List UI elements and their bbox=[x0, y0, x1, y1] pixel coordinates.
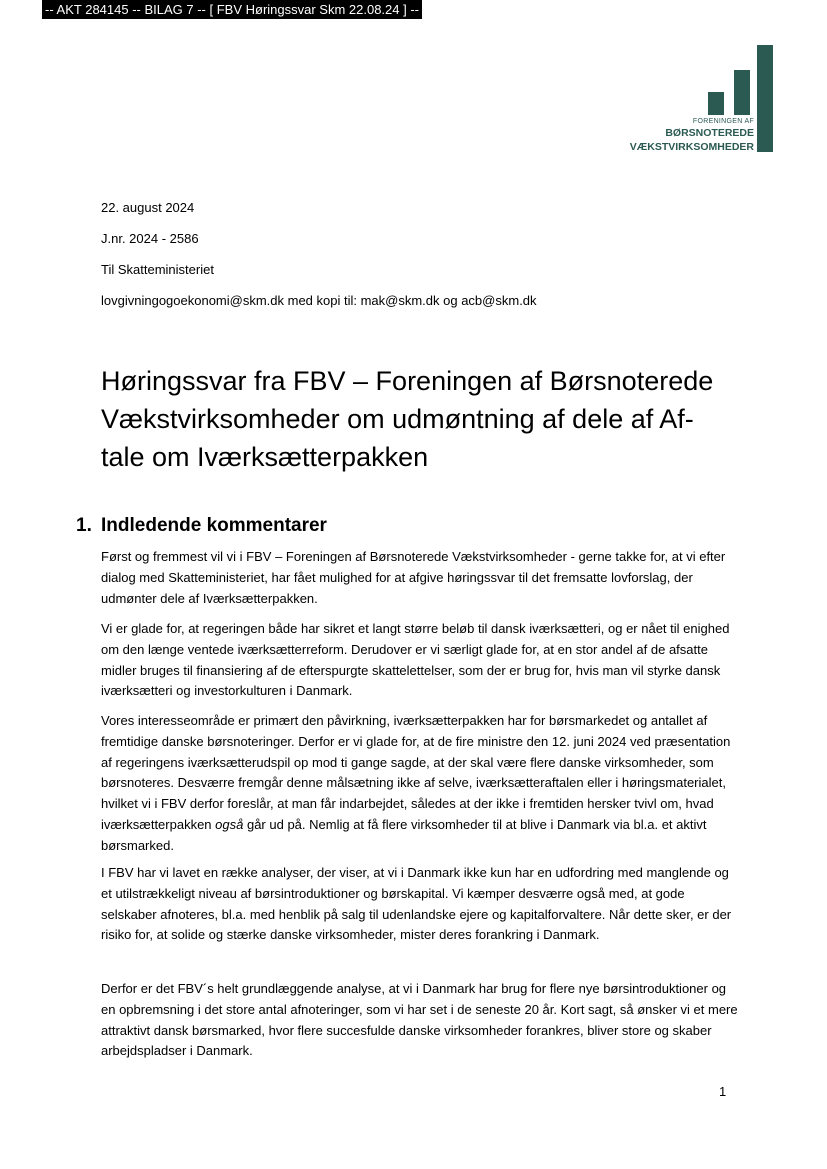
logo-bar-small bbox=[708, 92, 724, 115]
title-line-3: tale om Iværksætterpakken bbox=[101, 442, 429, 472]
letter-date: 22. august 2024 bbox=[101, 200, 195, 215]
paragraph-5: Derfor er det FBV´s helt grundlæggende analyse, at vi i Danmark har brug for flere nye børsintroduktioner og en opbremsning i det store antal afnoteringer, som vi har set i de seneste 20 år. Kort sagt, så ønsker vi et mere attraktivt dansk børsmarked, hvor flere succesfulde danske virksomheder forankres, bliver store og skaber arbejdspladser i Danmark. bbox=[101, 981, 738, 1059]
paragraph-4: I FBV har vi lavet en række analyser, der viser, at vi i Danmark ikke kun har en udfordring med manglende og et utilstrækkeligt niveau af børsintroduktioner og børskapital. Vi kæmper desværre også med, at gode selskaber afnoteres, bl.a. med henblik på salg til udenlandske ejere og kapitalforvaltere. Når dette sker, er der risiko for, at solide og stærke danske virksomheder, mister deres forankring i Danmark. bbox=[101, 865, 732, 943]
recipient: Til Skatteministeriet bbox=[101, 262, 214, 277]
page-number: 1 bbox=[719, 1084, 727, 1099]
recipient-emails: lovgivningogoekonomi@skm.dk med kopi til: mak@skm.dk og acb@skm.dk bbox=[101, 293, 537, 308]
paragraph-2: Vi er glade for, at regeringen både har sikret et langt større beløb til dansk iværksætteri, og er nået til enighed om den længe ventede iværksætterreform. Derudover er vi særligt glade for, at en stor andel af de afsatte midler bruges til finansiering af de efterspurgte skattelettelser, som der er brug for, hvis man vil styrke dansk iværksætteri og investorkulturen i Danmark. bbox=[101, 621, 730, 699]
title-line-2: Vækstvirksomheder om udmøntning af dele af Af- bbox=[101, 404, 694, 434]
paragraph-3-text-b: går ud på. Nemlig at få flere virksomheder til at blive i Danmark via bl.a. et aktivt børsmarked. bbox=[101, 816, 707, 853]
title-line-1: Høringssvar fra FBV – Foreningen af Børsnoterede bbox=[101, 366, 714, 396]
section-heading bbox=[76, 515, 327, 537]
logo-line-2: BØRSNOTEREDE bbox=[665, 127, 754, 139]
document-title bbox=[101, 362, 741, 476]
journal-number: J.nr. 2024 - 2586 bbox=[101, 231, 199, 246]
paragraph-3 bbox=[101, 711, 741, 857]
logo-bar-tall bbox=[757, 45, 773, 152]
section-number: 1. bbox=[76, 515, 92, 536]
logo-line-3: VÆKSTVIRKSOMHEDER bbox=[629, 141, 754, 153]
logo-bar-medium bbox=[734, 70, 750, 115]
logo-line-1: FORENINGEN AF bbox=[692, 118, 754, 125]
paragraph-3-emphasis: også bbox=[215, 816, 244, 832]
paragraph-1: Først og fremmest vil vi i FBV – Foreningen af Børsnoterede Vækstvirksomheder - gerne takke for, at vi efter dialog med Skatteministeriet, har fået mulighed for at afgive høringssvar til det fremsatte lovforslag, der udmønter dele af Iværksætterpakken. bbox=[101, 549, 726, 606]
fbv-logo bbox=[600, 40, 780, 160]
section-title: Indledende kommentarer bbox=[101, 515, 327, 536]
document-stamp: -- AKT 284145 -- BILAG 7 -- [ FBV Høringssvar Skm 22.08.24 ] -- bbox=[42, 0, 422, 19]
paragraph-3-text-a: Vores interesseområde er primært den påvirkning, iværksætterpakken har for børsmarkedet og antallet af fremtidige danske børsnoteringer. Derfor er vi glade for, at de fire ministre den 12. juni 2024 ved præsentation af regeringens iværksætterudspil op mod ti gange sagde, at der skal være flere danske virksomheder, som børsnoteres. Desværre fremgår denne målsætning ikke af selve, iværksætteraftalen eller i høringsmaterialet, hvilket vi i FBV derfor foreslår, at man får indarbejdet, således at der ikke i fremtiden hersker tvivl om, hvad iværksætterpakken bbox=[101, 713, 731, 832]
